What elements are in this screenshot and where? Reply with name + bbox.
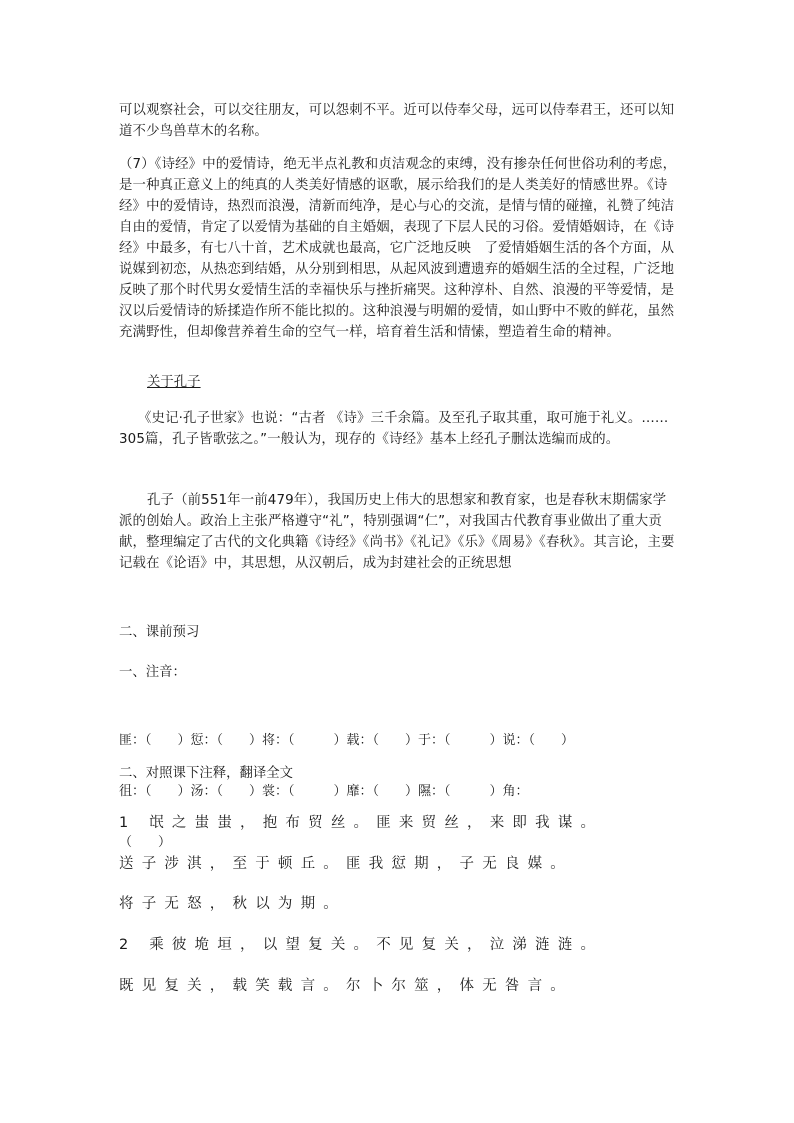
poem-line-1: 1 氓之蚩蚩，抱布贸丝。匪来贸丝，来即我谋。 — [119, 815, 604, 831]
poem-line-3: 将子无怒，秋以为期。 — [119, 896, 346, 912]
paragraph-observe-society: 可以观察社会，可以交往朋友，可以怨刺不平。近可以侍奉父母，远可以侍奉君王，还可以知道不少鸟兽草木的名称。 — [119, 103, 675, 139]
phonetic-row-3: （ ） — [119, 835, 172, 850]
paragraph-confucius-bio: 孔子（前551年一前479年），我国历史上伟大的思想家和教育家，也是春秋末期儒家学派的创始人。政治上主张严格遵守“礼”，特别强调“仁”，对我国古代教育事业做出了重大贡献，整理编定了古代的文化典籍《诗经》《尚书》《礼记》《乐》《周易》《春秋》。其言论，主要记载在《论语》中，其思想，从汉朝后，成为封建社会的正统思想 — [119, 493, 675, 571]
section-heading-preview: 二、课前预习 — [119, 625, 200, 640]
phonetic-row-1: 匪：（ ）愆：（ ）将：（ ）载：（ ）于：（ ）说：（ ） — [119, 733, 575, 748]
phonetic-row-2: 徂：（ ）汤：（ ）裳：（ ）靡：（ ）隰：（ ）角： — [119, 784, 529, 799]
paragraph-shiji-quote: 《史记·孔子世家》也说：“古者 《诗》三千余篇。及至孔子取其重，取可施于礼义。……305篇，孔子皆歌弦之。”一般认为，现存的《诗经》基本上经孔子删汰选编而成的。 — [119, 411, 669, 447]
poem-line-4: 2 乘彼垝垣，以望复关。不见复关，泣涕涟涟。 — [119, 937, 604, 953]
poem-line-5: 既见复关，载笑载言。尔卜尔筮，体无咎言。 — [119, 978, 573, 994]
heading-about-confucius: 关于孔子 — [147, 375, 201, 390]
section-heading-translate: 二、对照课下注释，翻译全文 — [119, 766, 294, 781]
section-heading-phonetic: 一、注音： — [119, 665, 186, 680]
paragraph-love-poems: （7）《诗经》中的爱情诗，绝无半点礼教和贞洁观念的束缚，没有掺杂任何世俗功利的考虑，是一种真正意义上的纯真的人类美好情感的讴歌，展示给我们的是人类美好的情感世界。《诗经》中的爱情诗，热烈而浪漫，清新而纯净，是心与心的交流，是情与情的碰撞，礼赞了纯洁自由的爱情，肯定了以爱情为基础的自主婚姻，表现了下层人民的习俗。爱情婚姻诗，在《诗经》中最多，有七八十首，艺术成就也最高，它广泛地反映 了爱情婚姻生活的各个方面，从说媒到初恋，从热恋到结婚，从分别到相思，从起风波到遭遗弃的婚姻生活的全过程，广泛地反映了那个时代男女爱情生活的幸福快乐与挫折痛哭。这种淳朴、自然、浪漫的平等爱情，是汉以后爱情诗的矫揉造作所不能比拟的。这种浪漫与明媚的爱情，如山野中不败的鲜花，虽然充满野性，但却像营养着生命的空气一样，培育着生活和情愫，塑造着生命的精神。 — [119, 157, 677, 340]
poem-line-2: 送子涉淇，至于顿丘。匪我愆期，子无良媒。 — [119, 856, 573, 872]
